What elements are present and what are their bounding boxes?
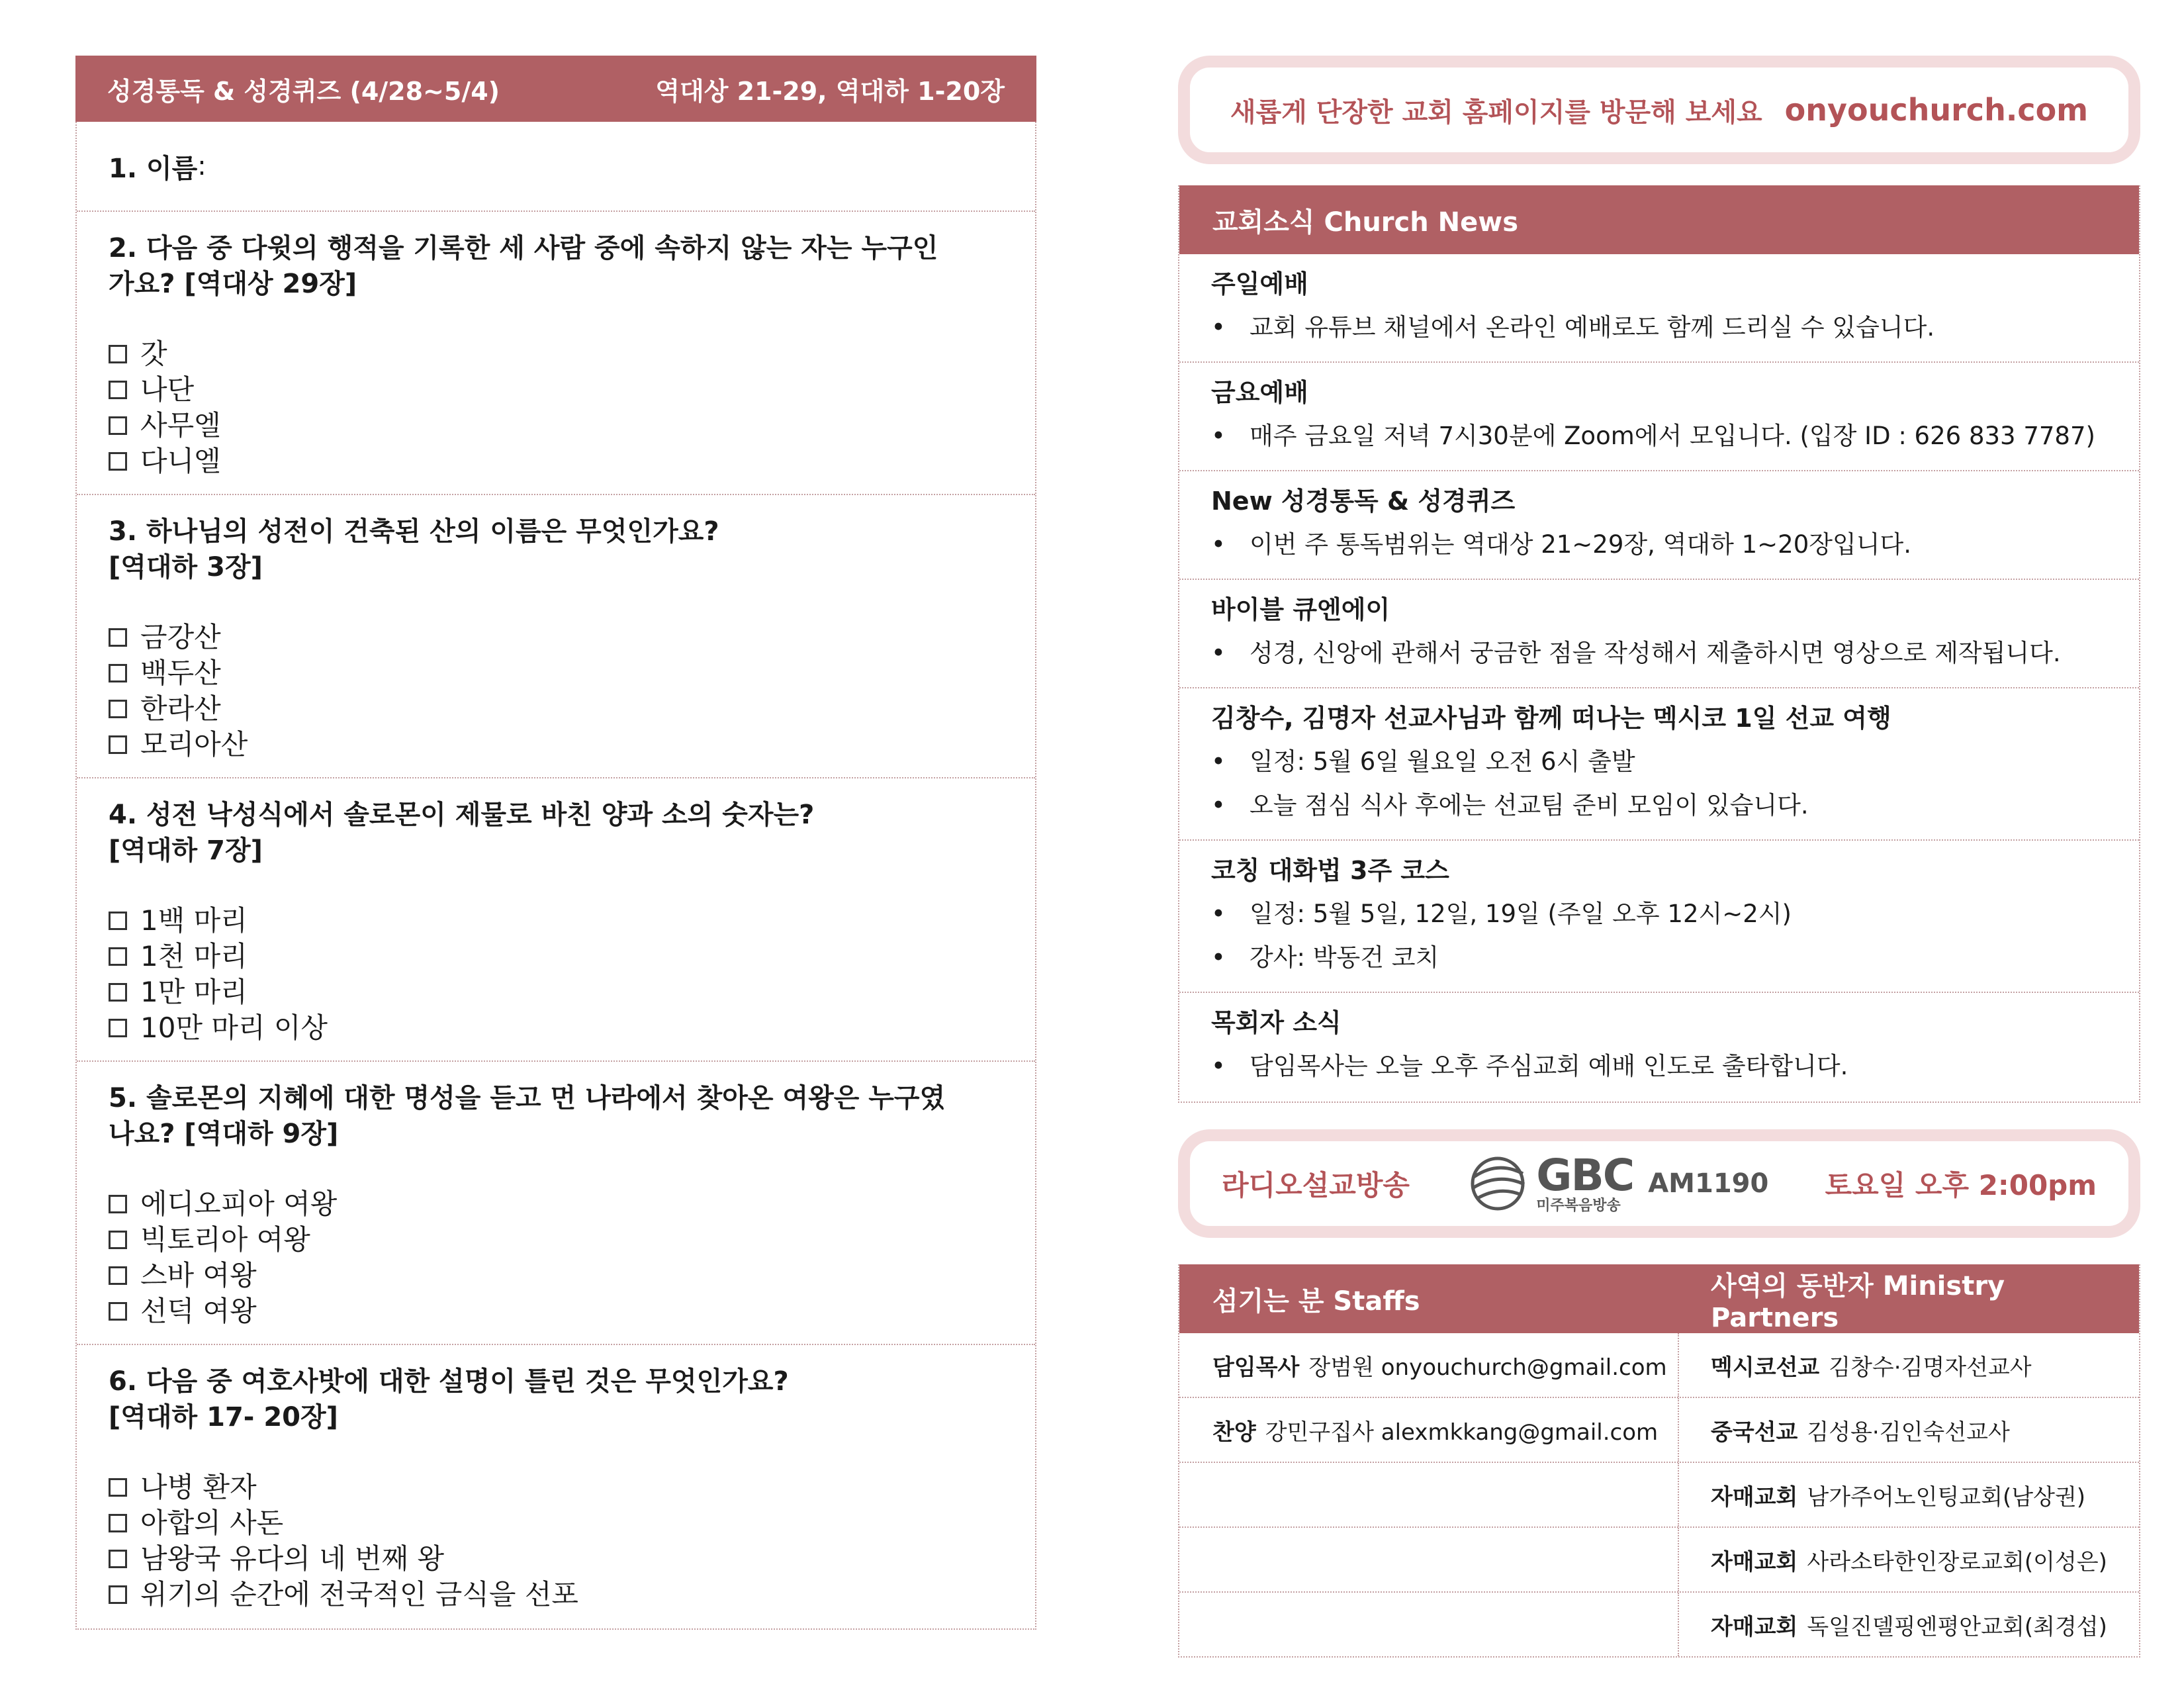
checkbox-icon[interactable] — [109, 381, 127, 399]
partner-name: 김성용·김인숙선교사 — [1807, 1419, 2010, 1446]
news-bullet — [1211, 637, 2107, 670]
globe-icon — [1466, 1154, 1529, 1213]
option-label: 모리아산 — [140, 728, 248, 761]
news-item-title: 주일예배 — [1211, 269, 1308, 299]
partner-name: 사라소타한인장로교회(이성은) — [1807, 1548, 2107, 1575]
news-bullet-text: 강사: 박동건 코치 — [1250, 943, 1439, 972]
checkbox-icon[interactable] — [109, 912, 127, 930]
checkbox-icon[interactable] — [109, 452, 127, 471]
partner-name: 독일진델핑엔평안교회(최경섭) — [1807, 1613, 2107, 1640]
checkbox-icon[interactable] — [109, 1266, 127, 1285]
news-list — [1179, 254, 2139, 1102]
checkbox-icon[interactable] — [109, 1231, 127, 1249]
news-item-title: 목회자 소식 — [1211, 1008, 1342, 1037]
option-label: 나병 환자 — [140, 1471, 257, 1503]
news-bullet-text: 이번 주 통독범위는 역대상 21~29장, 역대하 1~20장입니다. — [1250, 530, 1911, 559]
news-item — [1179, 993, 2139, 1102]
staff-rows — [1179, 1333, 2139, 1656]
staff-name: 강민구집사 alexmkkang@gmail.com — [1265, 1419, 1659, 1446]
quiz-option[interactable] — [109, 444, 1003, 479]
staff-row — [1179, 1333, 2139, 1398]
news-bullet-text: 일정: 5월 5일, 12일, 19일 (주일 오후 12시~2시) — [1250, 900, 1792, 928]
question-text — [109, 1080, 1003, 1152]
question-line: 3. 하나님의 성전이 건축된 산의 이름은 무엇인가요? — [109, 516, 719, 547]
news-bullet — [1211, 528, 2107, 561]
partner-cell — [1679, 1593, 2140, 1656]
quiz-option[interactable] — [109, 1222, 1003, 1258]
quiz-option[interactable] — [109, 336, 1003, 372]
staff-cell — [1179, 1463, 1679, 1526]
option-label: 백두산 — [140, 657, 221, 689]
news-bullet — [1211, 789, 2107, 822]
question-line: [역대하 17- 20장] — [109, 1402, 338, 1432]
staff-role: 담임목사 — [1212, 1354, 1300, 1381]
staff-header-right: 사역의 동반자 Ministry Partners — [1711, 1270, 2005, 1333]
option-label: 사무엘 — [140, 409, 221, 442]
question-line: 나요? [역대하 9장] — [109, 1119, 339, 1149]
quiz-question — [77, 778, 1035, 1062]
news-item-title: 바이블 큐엔에이 — [1211, 595, 1390, 624]
radio-time: 토요일 오후 2:00pm — [1825, 1169, 2097, 1201]
news-bullet — [1211, 420, 2107, 453]
checkbox-icon[interactable] — [109, 1195, 127, 1213]
quiz-option[interactable] — [109, 1010, 1003, 1046]
option-label: 스바 여왕 — [140, 1259, 257, 1291]
question-line: 가요? [역대상 29장] — [109, 269, 357, 299]
quiz-section — [75, 56, 1036, 1630]
quiz-option[interactable] — [109, 408, 1003, 444]
news-item — [1179, 580, 2139, 688]
checkbox-icon[interactable] — [109, 1019, 127, 1037]
quiz-option[interactable] — [109, 691, 1003, 727]
checkbox-icon[interactable] — [109, 983, 127, 1002]
quiz-header — [75, 56, 1036, 122]
quiz-question — [77, 1062, 1035, 1345]
gbc-logo-text: GBC — [1536, 1150, 1634, 1201]
gbc-logo-sub: 미주복음방송 — [1536, 1197, 1621, 1214]
staff-cell — [1179, 1333, 1679, 1397]
news-bullet — [1211, 1050, 2107, 1083]
bullet-icon: • — [1211, 747, 1226, 776]
quiz-question — [77, 495, 1035, 778]
name-field[interactable] — [77, 122, 1035, 212]
checkbox-icon[interactable] — [109, 1585, 127, 1604]
bullet-icon: • — [1211, 943, 1226, 972]
news-bullet — [1211, 898, 2107, 931]
bullet-icon: • — [1211, 639, 1226, 667]
church-news — [1178, 185, 2140, 1103]
name-label: 1. 이름 — [109, 153, 198, 184]
partner-cell — [1679, 1463, 2140, 1526]
staff-row — [1179, 1398, 2139, 1463]
checkbox-icon[interactable] — [109, 1550, 127, 1568]
option-label: 위기의 순간에 전국적인 금식을 선포 — [140, 1578, 578, 1611]
quiz-option[interactable] — [109, 974, 1003, 1010]
option-label: 선덕 여왕 — [140, 1295, 257, 1327]
question-list — [77, 212, 1035, 1628]
staff-table — [1178, 1264, 2140, 1658]
bullet-icon: • — [1211, 422, 1226, 450]
news-item-title: 코칭 대화법 3주 코스 — [1211, 856, 1449, 885]
quiz-option[interactable] — [109, 1505, 1003, 1541]
staff-row — [1179, 1593, 2139, 1656]
partner-role: 자매교회 — [1711, 1548, 1798, 1575]
partner-role: 자매교회 — [1711, 1613, 1798, 1640]
question-line: 6. 다음 중 여호사밧에 대한 설명이 틀린 것은 무엇인가요? — [109, 1366, 789, 1397]
option-label: 갓 — [140, 338, 167, 370]
question-text — [109, 1364, 1003, 1435]
checkbox-icon[interactable] — [109, 700, 127, 718]
option-label: 10만 마리 이상 — [140, 1011, 328, 1044]
news-item — [1179, 841, 2139, 993]
checkbox-icon[interactable] — [109, 664, 127, 682]
quiz-option[interactable] — [109, 1186, 1003, 1222]
bullet-icon: • — [1211, 791, 1226, 820]
option-label: 한라산 — [140, 692, 221, 725]
staff-cell — [1179, 1593, 1679, 1656]
quiz-option[interactable] — [109, 939, 1003, 974]
question-line: 2. 다음 중 다윗의 행적을 기록한 세 사람 중에 속하지 않는 자는 누구인 — [109, 233, 938, 263]
checkbox-icon[interactable] — [109, 1478, 127, 1497]
news-bullet-text: 매주 금요일 저녁 7시30분에 Zoom에서 모입니다. (입장 ID : 626 833 7787) — [1250, 422, 2095, 450]
quiz-option[interactable] — [109, 1470, 1003, 1505]
quiz-option[interactable] — [109, 1541, 1003, 1577]
news-bullet-text: 담임목사는 오늘 오후 주심교회 예배 인도로 출타합니다. — [1250, 1052, 1848, 1080]
staff-row — [1179, 1528, 2139, 1593]
option-label: 에디오피아 여왕 — [140, 1188, 338, 1220]
option-label: 1백 마리 — [140, 904, 248, 937]
info-column — [1178, 56, 2140, 1658]
question-text — [109, 514, 1003, 585]
news-bullet-text: 일정: 5월 6일 월요일 오전 6시 출발 — [1250, 747, 1635, 776]
bullet-icon: • — [1211, 900, 1226, 928]
partner-name: 김창수·김명자선교사 — [1829, 1354, 2032, 1381]
website-banner — [1178, 56, 2140, 164]
news-bullet — [1211, 311, 2107, 344]
option-label: 남왕국 유다의 네 번째 왕 — [140, 1542, 445, 1575]
checkbox-icon[interactable] — [109, 947, 127, 966]
quiz-option[interactable] — [109, 620, 1003, 655]
option-label: 나단 — [140, 373, 195, 406]
quiz-title: 성경통독 & 성경퀴즈 (4/28~5/4) — [107, 76, 500, 106]
quiz-option[interactable] — [109, 372, 1003, 408]
news-bullet — [1211, 941, 2107, 974]
question-line: [역대하 7장] — [109, 835, 263, 866]
gbc-station — [1466, 1150, 1769, 1214]
checkbox-icon[interactable] — [109, 735, 127, 754]
name-colon: : — [197, 151, 206, 181]
quiz-option[interactable] — [109, 727, 1003, 763]
news-item — [1179, 363, 2139, 471]
news-item — [1179, 688, 2139, 841]
staff-name: 장범원 onyouchurch@gmail.com — [1308, 1354, 1667, 1381]
option-label: 빅토리아 여왕 — [140, 1223, 310, 1256]
gbc-wordmark — [1536, 1150, 1634, 1214]
partner-cell — [1679, 1528, 2140, 1591]
quiz-range: 역대상 21-29, 역대하 1-20장 — [655, 76, 1005, 106]
quiz-question — [77, 212, 1035, 495]
bullet-icon: • — [1211, 530, 1226, 559]
staff-cell — [1179, 1398, 1679, 1462]
website-text: 새롭게 단장한 교회 홈페이지를 방문해 보세요 — [1230, 97, 1762, 128]
radio-banner — [1178, 1129, 2140, 1238]
quiz-option[interactable] — [109, 655, 1003, 691]
quiz-body — [75, 122, 1036, 1630]
staff-cell — [1179, 1528, 1679, 1591]
bullet-icon: • — [1211, 1052, 1226, 1080]
quiz-option[interactable] — [109, 903, 1003, 939]
news-item-title: 김창수, 김명자 선교사님과 함께 떠나는 멕시코 1일 선교 여행 — [1211, 704, 1891, 733]
partner-role: 중국선교 — [1711, 1419, 1798, 1446]
website-link[interactable]: onyouchurch.com — [1784, 92, 2089, 128]
quiz-option[interactable] — [109, 1258, 1003, 1293]
news-header: 교회소식 Church News — [1179, 185, 2139, 254]
partner-cell — [1679, 1398, 2140, 1462]
option-label: 1만 마리 — [140, 976, 248, 1008]
staff-header-left: 섬기는 분 Staffs — [1212, 1286, 1420, 1317]
checkbox-icon[interactable] — [109, 345, 127, 363]
checkbox-icon[interactable] — [109, 628, 127, 647]
option-label: 다니엘 — [140, 445, 221, 477]
option-label: 아합의 사돈 — [140, 1507, 284, 1539]
question-line: 4. 성전 낙성식에서 솔로몬이 제물로 바친 양과 소의 숫자는? — [109, 800, 815, 830]
partner-role: 멕시코선교 — [1711, 1354, 1820, 1381]
news-item — [1179, 471, 2139, 580]
question-line: [역대하 3장] — [109, 552, 263, 583]
news-item-title: New 성경통독 & 성경퀴즈 — [1211, 487, 1516, 516]
partner-name: 남가주어노인팅교회(남상권) — [1807, 1483, 2086, 1511]
news-bullet-text: 교회 유튜브 채널에서 온라인 예배로도 함께 드리실 수 있습니다. — [1250, 313, 1935, 342]
staff-header — [1179, 1264, 2139, 1333]
checkbox-icon[interactable] — [109, 416, 127, 435]
news-bullet-text: 성경, 신앙에 관해서 궁금한 점을 작성해서 제출하시면 영상으로 제작됩니다. — [1250, 639, 2061, 667]
radio-frequency: AM1190 — [1648, 1168, 1769, 1199]
quiz-question — [77, 1345, 1035, 1628]
checkbox-icon[interactable] — [109, 1514, 127, 1532]
partner-role: 자매교회 — [1711, 1483, 1798, 1511]
radio-label: 라디오설교방송 — [1222, 1169, 1410, 1201]
gbc-logo — [1466, 1150, 1634, 1214]
question-text — [109, 230, 1003, 302]
question-line: 5. 솔로몬의 지혜에 대한 명성을 듣고 먼 나라에서 찾아온 여왕은 누구였 — [109, 1083, 946, 1113]
news-bullet — [1211, 745, 2107, 778]
bullet-icon: • — [1211, 313, 1226, 342]
staff-role: 찬양 — [1212, 1419, 1256, 1446]
question-text — [109, 797, 1003, 868]
staff-row — [1179, 1463, 2139, 1528]
quiz-option[interactable] — [109, 1577, 1003, 1613]
partner-cell — [1679, 1333, 2140, 1397]
checkbox-icon[interactable] — [109, 1302, 127, 1321]
news-item-title: 금요예배 — [1211, 378, 1308, 407]
news-item — [1179, 254, 2139, 363]
option-label: 1천 마리 — [140, 940, 248, 972]
news-bullet-text: 오늘 점심 식사 후에는 선교팀 준비 모임이 있습니다. — [1250, 791, 1809, 820]
quiz-option[interactable] — [109, 1293, 1003, 1329]
option-label: 금강산 — [140, 621, 221, 653]
